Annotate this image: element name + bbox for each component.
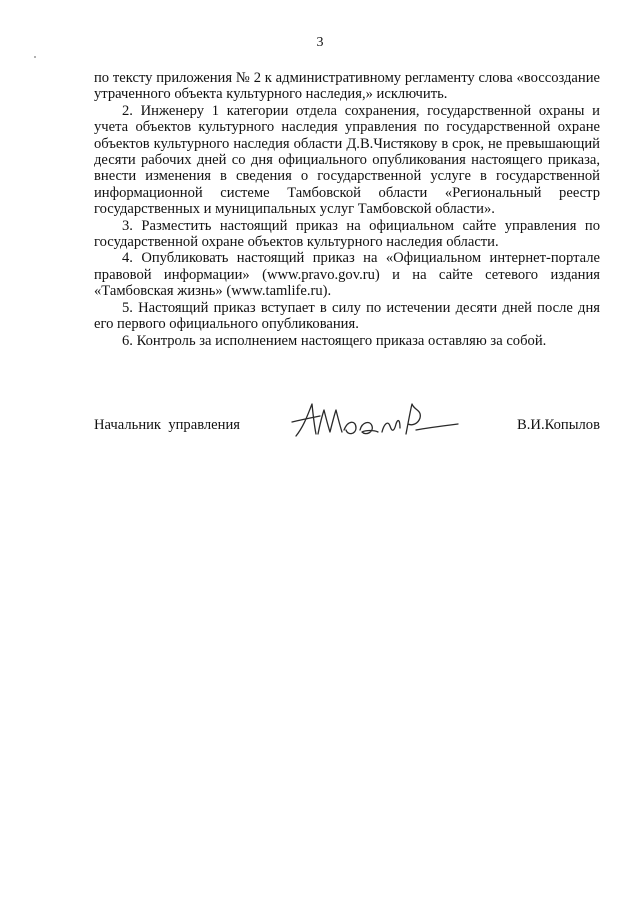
paragraph: 6. Контроль за исполнением настоящего приказа оставляю за собой. [122,332,547,349]
handwritten-signature [286,396,466,444]
signatory-title: Начальник управления [94,417,240,433]
page-number: 3 [316,35,324,50]
signatory-name: В.И.Копылов [517,417,600,433]
paragraph: 4. Опубликовать настоящий приказ на «Официальном интернет-портале правовой информации» (www.pravo.gov.ru) и на сайте сетевого издания «Тамбовская жизнь» (www.tamlife.ru). [94,250,600,300]
signature-block [94,412,600,442]
paragraph: 2. Инженеру 1 категории отдела сохранения, государственной охраны и учета объектов культурного наследия управления по государственной охране объектов культурного наследия области Д.В.Чистякову в срок, не превышающий десяти рабочих дней со дня официального опубликования настоящего приказа, внести изменения в сведения о государственной услуге в государственной информационной системе Тамбовской области «Региональный реестр государственных и муниципальных услуг Тамбовской области». [94,102,600,218]
document-body [94,70,600,349]
paragraph: 3. Разместить настоящий приказ на официальном сайте управления по государственной охране объектов культурного наследия области. [94,217,600,251]
paragraph: 5. Настоящий приказ вступает в силу по истечении десяти дней после дня его первого официального опубликования. [94,299,600,333]
paragraph: по тексту приложения № 2 к административному регламенту слова «воссоздание утраченного объекта культурного наследия,» исключить. [94,70,600,103]
scan-mark [34,56,36,58]
